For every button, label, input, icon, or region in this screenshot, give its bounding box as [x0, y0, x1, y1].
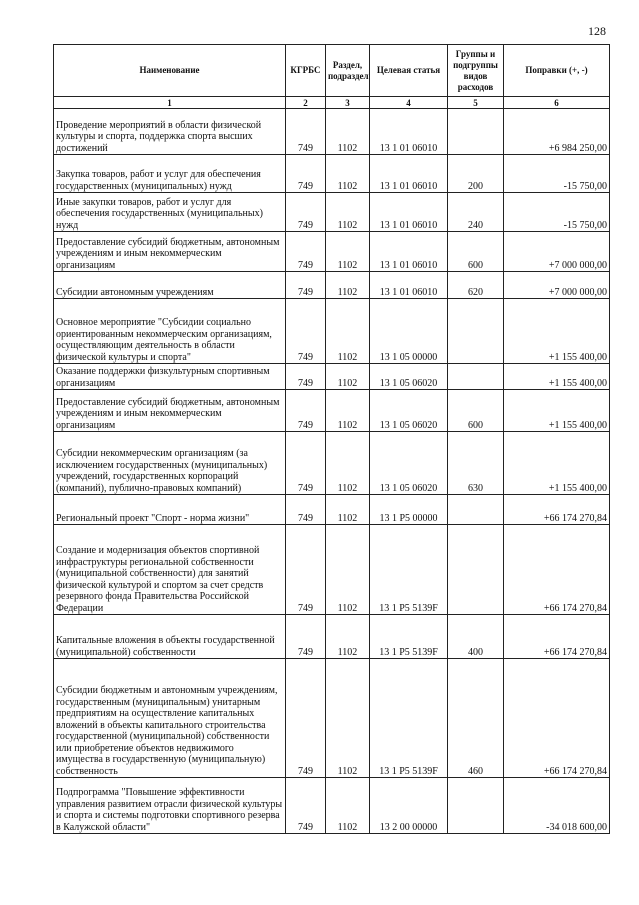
row-vid: 460	[448, 659, 504, 778]
row-name: Основное мероприятие "Субсидии социально ориентированным некоммерческим организациям, осуществляющим деятельность в области физической культуры и спорта"	[54, 299, 286, 364]
row-razdel: 1102	[326, 272, 370, 299]
row-kgrbs: 749	[286, 615, 326, 659]
row-amount: +6 984 250,00	[504, 109, 610, 155]
row-name: Оказание поддержки физкультурным спортивным организациям	[54, 364, 286, 390]
row-kgrbs: 749	[286, 232, 326, 272]
header-amount: Поправки (+, -)	[504, 45, 610, 97]
row-amount: -15 750,00	[504, 155, 610, 193]
table-row	[54, 495, 610, 525]
table-row	[54, 432, 610, 495]
row-vid: 240	[448, 193, 504, 232]
table-row	[54, 272, 610, 299]
row-celevaya: 13 1 P5 00000	[370, 495, 448, 525]
header-razdel: Раздел, подраздел	[326, 45, 370, 97]
row-name: Субсидии автономным учреждениям	[54, 272, 286, 299]
table-row	[54, 525, 610, 615]
row-name: Создание и модернизация объектов спортивной инфраструктуры региональной собственности (муниципальной собственности) для занятий физической культурой и спортом за счет средств резервного фонда Правительства Российской Федерации	[54, 525, 286, 615]
row-razdel: 1102	[326, 155, 370, 193]
row-razdel: 1102	[326, 525, 370, 615]
row-amount: +1 155 400,00	[504, 299, 610, 364]
row-kgrbs: 749	[286, 155, 326, 193]
row-name: Предоставление субсидий бюджетным, автономным учреждениям и иным некоммерческим организациям	[54, 232, 286, 272]
row-vid	[448, 778, 504, 834]
column-number: 5	[448, 97, 504, 109]
row-name: Подпрограмма "Повышение эффективности управления развитием отрасли физической культуры и спорта и системы подготовки спортивного резерва в Калужской области"	[54, 778, 286, 834]
row-celevaya: 13 1 01 06010	[370, 232, 448, 272]
row-name: Региональный проект "Спорт - норма жизни"	[54, 495, 286, 525]
row-vid: 600	[448, 390, 504, 432]
table-row	[54, 193, 610, 232]
table-row	[54, 615, 610, 659]
row-kgrbs: 749	[286, 659, 326, 778]
row-razdel: 1102	[326, 495, 370, 525]
column-number-row	[54, 97, 610, 109]
row-name: Капитальные вложения в объекты государственной (муниципальной) собственности	[54, 615, 286, 659]
row-vid	[448, 525, 504, 615]
row-amount: +7 000 000,00	[504, 272, 610, 299]
row-vid: 620	[448, 272, 504, 299]
header-row	[54, 45, 610, 97]
header-celevaya: Целевая статья	[370, 45, 448, 97]
table-row	[54, 109, 610, 155]
row-name: Субсидии бюджетным и автономным учреждениям, государственным (муниципальным) унитарным предприятиям на осуществление капитальных вложений в объекты капитального строительства государственной (муниципальной) собственности или приобретение объектов недвижимого имущества в государственную (муниципальную) собственность	[54, 659, 286, 778]
row-amount: +1 155 400,00	[504, 432, 610, 495]
row-kgrbs: 749	[286, 390, 326, 432]
row-amount: +1 155 400,00	[504, 364, 610, 390]
row-celevaya: 13 1 01 06010	[370, 193, 448, 232]
row-kgrbs: 749	[286, 109, 326, 155]
row-vid: 600	[448, 232, 504, 272]
row-name: Предоставление субсидий бюджетным, автономным учреждениям и иным некоммерческим организациям	[54, 390, 286, 432]
row-razdel: 1102	[326, 193, 370, 232]
row-razdel: 1102	[326, 432, 370, 495]
row-vid: 400	[448, 615, 504, 659]
table-row	[54, 659, 610, 778]
row-amount: +66 174 270,84	[504, 525, 610, 615]
row-name: Закупка товаров, работ и услуг для обеспечения государственных (муниципальных) нужд	[54, 155, 286, 193]
table-row	[54, 390, 610, 432]
row-amount: -15 750,00	[504, 193, 610, 232]
row-amount: -34 018 600,00	[504, 778, 610, 834]
row-amount: +7 000 000,00	[504, 232, 610, 272]
row-razdel: 1102	[326, 232, 370, 272]
page-number: 128	[588, 24, 606, 38]
row-celevaya: 13 1 01 06010	[370, 272, 448, 299]
row-vid: 630	[448, 432, 504, 495]
row-vid	[448, 495, 504, 525]
row-kgrbs: 749	[286, 495, 326, 525]
row-razdel: 1102	[326, 615, 370, 659]
row-vid	[448, 299, 504, 364]
table-row	[54, 155, 610, 193]
row-celevaya: 13 2 00 00000	[370, 778, 448, 834]
column-number: 6	[504, 97, 610, 109]
row-kgrbs: 749	[286, 778, 326, 834]
table-row	[54, 778, 610, 834]
row-kgrbs: 749	[286, 299, 326, 364]
header-kgrbs: КГРБС	[286, 45, 326, 97]
row-razdel: 1102	[326, 364, 370, 390]
row-amount: +1 155 400,00	[504, 390, 610, 432]
row-celevaya: 13 1 P5 5139F	[370, 525, 448, 615]
header-name: Наименование	[54, 45, 286, 97]
row-celevaya: 13 1 01 06010	[370, 155, 448, 193]
row-amount: +66 174 270,84	[504, 615, 610, 659]
row-kgrbs: 749	[286, 272, 326, 299]
column-number: 3	[326, 97, 370, 109]
row-celevaya: 13 1 05 00000	[370, 299, 448, 364]
column-number: 2	[286, 97, 326, 109]
row-name: Субсидии некоммерческим организациям (за исключением государственных (муниципальных) учреждений, государственных корпораций (компаний), публично-правовых компаний)	[54, 432, 286, 495]
row-kgrbs: 749	[286, 364, 326, 390]
row-celevaya: 13 1 P5 5139F	[370, 659, 448, 778]
row-amount: +66 174 270,84	[504, 659, 610, 778]
row-vid	[448, 109, 504, 155]
row-celevaya: 13 1 05 06020	[370, 432, 448, 495]
row-vid: 200	[448, 155, 504, 193]
table-row	[54, 364, 610, 390]
row-razdel: 1102	[326, 778, 370, 834]
row-name: Проведение мероприятий в области физической культуры и спорта, поддержка спорта высших достижений	[54, 109, 286, 155]
row-razdel: 1102	[326, 299, 370, 364]
row-celevaya: 13 1 01 06010	[370, 109, 448, 155]
table-row	[54, 232, 610, 272]
row-celevaya: 13 1 05 06020	[370, 364, 448, 390]
column-number: 1	[54, 97, 286, 109]
budget-table	[53, 44, 610, 834]
row-kgrbs: 749	[286, 193, 326, 232]
row-vid	[448, 364, 504, 390]
row-razdel: 1102	[326, 659, 370, 778]
row-name: Иные закупки товаров, работ и услуг для обеспечения государственных (муниципальных) нужд	[54, 193, 286, 232]
row-celevaya: 13 1 P5 5139F	[370, 615, 448, 659]
row-kgrbs: 749	[286, 525, 326, 615]
row-razdel: 1102	[326, 390, 370, 432]
header-vid: Группы и подгруппы видов расходов	[448, 45, 504, 97]
column-number: 4	[370, 97, 448, 109]
row-kgrbs: 749	[286, 432, 326, 495]
row-amount: +66 174 270,84	[504, 495, 610, 525]
table-row	[54, 299, 610, 364]
row-celevaya: 13 1 05 06020	[370, 390, 448, 432]
row-razdel: 1102	[326, 109, 370, 155]
